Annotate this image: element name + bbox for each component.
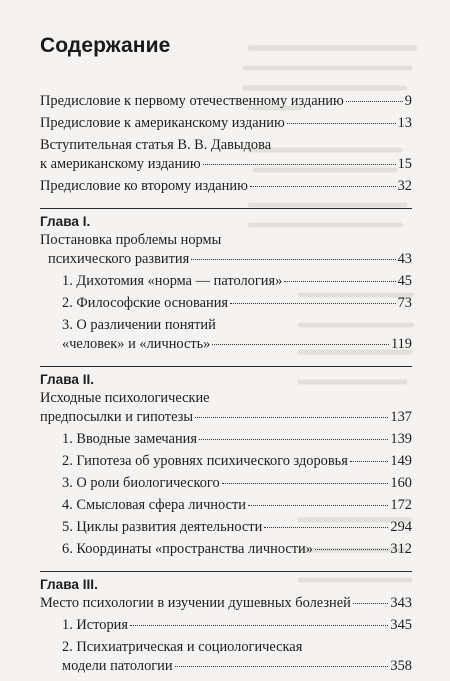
entry-page: 160 (390, 475, 412, 491)
entry-page: 43 (397, 251, 412, 267)
dot-leader (315, 549, 388, 550)
section-title: 5. Циклы развития деятельности (62, 519, 263, 535)
toc-entry[interactable] (40, 155, 412, 174)
section-title: 2. Гипотеза об уровнях психического здоровья (62, 453, 348, 469)
toc-entry[interactable] (40, 114, 412, 133)
toc-entry[interactable] (40, 92, 412, 111)
dot-leader (191, 259, 395, 260)
section-title: 6. Координаты «пространства личности» (62, 541, 313, 557)
dot-leader (195, 417, 388, 418)
entry-page: 119 (390, 336, 412, 352)
toc-section-entry[interactable] (40, 518, 412, 537)
dot-leader (212, 344, 389, 345)
chapter-entry[interactable] (40, 250, 412, 269)
section-title: 2. Философские основания (62, 295, 229, 311)
entry-page: 294 (390, 519, 412, 535)
dot-leader (248, 505, 388, 506)
chapter-title: Место психологии в изучении душевных болезней (40, 595, 351, 611)
dot-leader (130, 625, 388, 626)
section-title: модели патологии (62, 658, 173, 674)
entry-page: 32 (397, 178, 412, 194)
entry-page: 149 (390, 453, 412, 469)
entry-title: к американскому изданию (40, 156, 201, 172)
toc-section-entry[interactable] (40, 430, 412, 449)
toc-section-entry[interactable] (40, 335, 412, 354)
entry-page: 345 (390, 617, 412, 633)
chapter-title: психического развития (48, 251, 190, 267)
dot-leader (175, 666, 389, 667)
section-title: «человек» и «личность» (62, 336, 211, 352)
entry-page: 13 (397, 115, 412, 131)
chapter-entry[interactable] (40, 594, 412, 613)
toc-entry[interactable] (40, 177, 412, 196)
page-title: Содержание (40, 34, 171, 57)
entry-page: 9 (404, 93, 412, 109)
chapter-label: Глава III. (40, 577, 98, 592)
entry-page: 15 (397, 156, 412, 172)
dot-leader (353, 603, 389, 604)
entry-page: 137 (390, 409, 412, 425)
chapter-divider (40, 208, 412, 209)
section-title-line: 2. Психиатрическая и социологическая (62, 639, 303, 655)
section-title-line: 3. О различении понятий (62, 317, 216, 333)
entry-page: 358 (390, 658, 412, 674)
dot-leader (346, 101, 403, 102)
chapter-title-line: Исходные психологические (40, 390, 210, 406)
dot-leader (222, 483, 389, 484)
dot-leader (287, 123, 396, 124)
entry-page: 73 (397, 295, 412, 311)
chapter-label: Глава I. (40, 214, 91, 229)
section-title: 1. История (62, 617, 128, 633)
toc-section-entry[interactable] (40, 540, 412, 559)
entry-page: 139 (390, 431, 412, 447)
toc-section-entry[interactable] (40, 294, 412, 313)
dot-leader (264, 527, 388, 528)
toc-section-entry[interactable] (40, 496, 412, 515)
entry-page: 312 (390, 541, 412, 557)
chapter-label: Глава II. (40, 372, 95, 387)
section-title: 4. Смысловая сфера личности (62, 497, 246, 513)
toc-section-entry[interactable] (40, 452, 412, 471)
section-title: 3. О роли биологического (62, 475, 220, 491)
entry-page: 172 (390, 497, 412, 513)
section-title: 1. Вводные замечания (62, 431, 197, 447)
dot-leader (230, 303, 396, 304)
dot-leader (350, 461, 389, 462)
toc-section-entry[interactable] (40, 616, 412, 635)
entry-page: 45 (397, 273, 412, 289)
chapter-title-line: Постановка проблемы нормы (40, 232, 222, 248)
dot-leader (199, 439, 388, 440)
chapter-entry[interactable] (40, 408, 412, 427)
toc-section-entry[interactable] (40, 657, 412, 676)
dot-leader (284, 281, 395, 282)
entry-page: 343 (390, 595, 412, 611)
table-of-contents (40, 34, 412, 676)
entry-title-line: Вступительная статья В. В. Давыдова (40, 137, 272, 153)
toc-section-entry[interactable] (40, 474, 412, 493)
toc-section-entry[interactable] (40, 272, 412, 291)
entry-title: Предисловие к американскому изданию (40, 115, 285, 131)
entry-title: Предисловие к первому отечественному изданию (40, 93, 344, 109)
chapter-divider (40, 571, 412, 572)
entry-title: Предисловие ко второму изданию (40, 178, 248, 194)
dot-leader (203, 164, 396, 165)
dot-leader (250, 186, 396, 187)
chapter-title: предпосылки и гипотезы (40, 409, 194, 425)
chapter-divider (40, 366, 412, 367)
section-title: 1. Дихотомия «норма — патология» (62, 273, 283, 289)
